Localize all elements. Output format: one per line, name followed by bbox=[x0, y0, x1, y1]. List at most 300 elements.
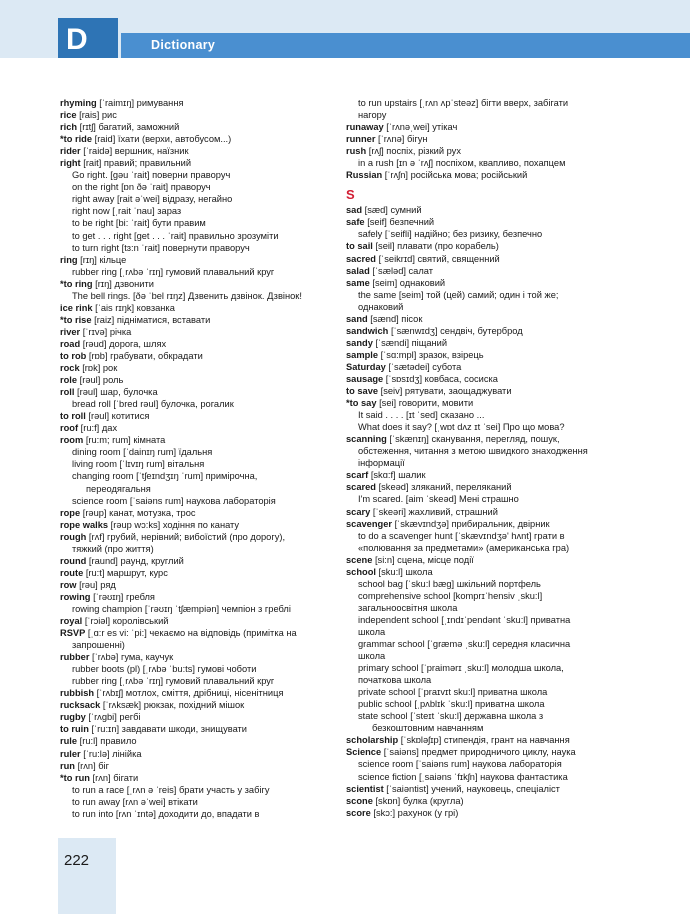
entry-definition: [ˈraidə] вершник, наїзник bbox=[80, 146, 189, 157]
dictionary-entry bbox=[346, 337, 616, 349]
entry-definition: public school [ˌpʌblɪk ˈsku:l] приватна школа bbox=[358, 699, 545, 710]
dictionary-entry bbox=[346, 313, 616, 325]
entry-headword: sacred bbox=[346, 253, 376, 264]
entry-definition: to get . . . right [get . . . ˈrait] правильно зрозуміти bbox=[72, 230, 279, 241]
dictionary-entry bbox=[60, 603, 330, 615]
dictionary-entry bbox=[60, 675, 330, 687]
entry-headword: scanning bbox=[346, 434, 387, 445]
entry-headword: Science bbox=[346, 747, 382, 758]
entry-headword: scone bbox=[346, 795, 373, 806]
entry-definition: right now [ˌrait ˈnau] зараз bbox=[72, 206, 182, 217]
entry-definition: [skeəd] зляканий, переляканий bbox=[375, 482, 512, 493]
entry-headword: royal bbox=[60, 616, 83, 627]
entry-definition: [ˈrʌnə] бігун bbox=[375, 134, 428, 145]
entry-definition: to do a scavenger hunt [ˈskævɪndʒə' hʌnt] грати в bbox=[358, 530, 565, 541]
entry-definition: [seim] однаковий bbox=[369, 277, 446, 288]
entry-definition: «полювання за предметами» (американська гра) bbox=[358, 542, 570, 553]
entry-headword: river bbox=[60, 326, 81, 337]
entry-definition: I'm scared. [aim ˈskeəd] Мені страшно bbox=[358, 494, 519, 505]
dictionary-entry bbox=[60, 651, 330, 663]
dictionary-entry bbox=[60, 531, 330, 543]
entry-definition: [ˌɑ:r es vi: ˈpi:] чекаємо на відповідь (примітка на bbox=[85, 628, 297, 639]
entry-headword: rope bbox=[60, 507, 81, 518]
dictionary-entry bbox=[346, 216, 616, 228]
dictionary-entry bbox=[60, 145, 330, 157]
entry-headword: roof bbox=[60, 423, 79, 434]
dictionary-entry bbox=[346, 578, 616, 590]
dictionary-entry bbox=[60, 398, 330, 410]
entry-headword: same bbox=[346, 277, 370, 288]
entry-definition: The bell rings. [ðə ˈbel rɪŋz] Дзвенить дзвінок. Дзвінок! bbox=[72, 290, 302, 301]
entry-definition: [seil] плавати (про корабель) bbox=[372, 241, 499, 252]
entry-definition: [ˈsænwɪdʒ] сендвіч, бутерброд bbox=[388, 325, 523, 336]
entry-headword: round bbox=[60, 555, 87, 566]
entry-definition: rowing champion [ˈrəʊɪŋ ˈtʃæmpiən] чемпіон з греблі bbox=[72, 603, 291, 614]
entry-definition: інформації bbox=[358, 458, 405, 469]
entry-definition: private school [ˈpraɪvɪt sku:l] приватна школа bbox=[358, 687, 548, 698]
entry-definition: безкоштовним навчанням bbox=[372, 723, 484, 734]
entry-headword: *to ring bbox=[60, 278, 93, 289]
dictionary-entry bbox=[60, 748, 330, 760]
entry-definition: [ˈrʌbə] гума, каучук bbox=[89, 652, 174, 663]
entry-definition: [ˈskævɪndʒə] прибиральник, двірник bbox=[392, 518, 550, 529]
entry-headword: ring bbox=[60, 254, 78, 265]
entry-definition: [rait] правий; правильний bbox=[80, 158, 192, 169]
dictionary-entry bbox=[346, 97, 616, 109]
dictionary-entries-s bbox=[346, 204, 616, 818]
entry-headword: school bbox=[346, 566, 376, 577]
dictionary-entry bbox=[60, 711, 330, 723]
dictionary-entry bbox=[346, 289, 616, 301]
entry-definition: [ru:t] маршрут, курс bbox=[83, 567, 168, 578]
entry-definition: [ˈsæləd] салат bbox=[369, 265, 433, 276]
entry-headword: rough bbox=[60, 531, 87, 542]
dictionary-entry bbox=[346, 674, 616, 686]
entry-definition: [ˈskɒləʃɪp] стипендія, грант на навчання bbox=[398, 735, 570, 746]
dictionary-entry bbox=[346, 638, 616, 650]
dictionary-entry bbox=[346, 240, 616, 252]
dictionary-entry bbox=[60, 205, 330, 217]
dictionary-entry bbox=[60, 687, 330, 699]
entry-headword: *to run bbox=[60, 772, 90, 783]
entry-headword: to rob bbox=[60, 350, 87, 361]
entry-headword: scientist bbox=[346, 783, 384, 794]
entry-definition: comprehensive school [komprɪˈhensiv ˌsku:l] bbox=[358, 590, 543, 601]
entry-headword: rush bbox=[346, 146, 367, 157]
entry-definition: [ˈrʌksæk] рюкзак, похідний мішок bbox=[100, 700, 245, 711]
entry-headword: rhyming bbox=[60, 98, 97, 108]
entry-definition: on the right [ɒn ðə ˈrait] праворуч bbox=[72, 182, 211, 193]
entry-headword: to roll bbox=[60, 411, 86, 422]
entry-headword: sand bbox=[346, 313, 368, 324]
entry-definition: однаковий bbox=[358, 301, 404, 312]
entry-definition: Go right. [gəu ˈrait] поверни праворуч bbox=[72, 170, 231, 181]
entry-headword: rugby bbox=[60, 712, 86, 723]
entry-definition: [rɒk] рок bbox=[79, 363, 118, 374]
dictionary-entry bbox=[60, 735, 330, 747]
entry-definition: [seiv] рятувати, заощаджувати bbox=[378, 386, 512, 397]
dictionary-entry bbox=[346, 530, 616, 542]
dictionary-entry bbox=[60, 519, 330, 531]
entry-definition: right away [rait əˈwei] відразу, негайно bbox=[72, 194, 233, 205]
entry-headword: rucksack bbox=[60, 700, 101, 711]
entry-definition: living room [ˈlɪvɪŋ rum] вітальня bbox=[72, 459, 205, 470]
entry-headword: rich bbox=[60, 122, 78, 133]
dictionary-entry bbox=[60, 772, 330, 784]
entry-definition: [sæd] сумний bbox=[362, 205, 422, 216]
entry-definition: [rɒb] грабувати, обкрадати bbox=[86, 350, 203, 361]
entry-headword: sausage bbox=[346, 373, 384, 384]
entry-headword: runaway bbox=[346, 122, 384, 133]
dictionary-entry bbox=[60, 470, 330, 482]
dictionary-entry bbox=[60, 181, 330, 193]
entry-definition: [ˈrɔiəl] королівський bbox=[82, 616, 169, 627]
dictionary-entry bbox=[60, 591, 330, 603]
entry-headword: rubber bbox=[60, 652, 90, 663]
entry-definition: [sænd] пісок bbox=[367, 313, 423, 324]
entry-headword: run bbox=[60, 760, 75, 771]
entry-definition: [rəul] шар, булочка bbox=[74, 387, 158, 398]
entry-definition: [rɪtʃ] багатий, заможний bbox=[77, 122, 180, 133]
entry-headword: row bbox=[60, 579, 77, 590]
entry-definition: the same [seim] той (цей) самий; один і той же; bbox=[358, 289, 559, 300]
dictionary-entry bbox=[346, 746, 616, 758]
entry-headword: scholarship bbox=[346, 735, 399, 746]
dictionary-entry bbox=[346, 807, 616, 819]
dictionary-entry bbox=[346, 590, 616, 602]
entry-definition: нагору bbox=[358, 110, 387, 121]
dictionary-entry bbox=[60, 362, 330, 374]
dictionary-entry bbox=[60, 579, 330, 591]
entry-headword: *to say bbox=[346, 398, 377, 409]
entry-headword: Russian bbox=[346, 170, 383, 181]
dictionary-entry bbox=[346, 469, 616, 481]
entry-definition: [rʌʃ] поспіх, різкий рух bbox=[366, 146, 461, 157]
dictionary-entry bbox=[60, 338, 330, 350]
entry-definition: [ˈskænɪŋ] сканування, перегляд, пошук, bbox=[386, 434, 560, 445]
dictionary-entry bbox=[60, 495, 330, 507]
dictionary-entry bbox=[60, 242, 330, 254]
entry-headword: rubbish bbox=[60, 688, 95, 699]
dictionary-entry bbox=[60, 507, 330, 519]
entry-definition: It said . . . . [ɪt ˈsed] сказано ... bbox=[358, 410, 485, 421]
entry-headword: sad bbox=[346, 205, 363, 216]
entry-definition: to turn right [tɜ:n ˈrait] повернути праворуч bbox=[72, 242, 250, 253]
dictionary-entry bbox=[60, 410, 330, 422]
dictionary-entry bbox=[346, 228, 616, 240]
dictionary-entry bbox=[346, 157, 616, 169]
entry-headword: scarf bbox=[346, 470, 369, 481]
chapter-letter: D bbox=[58, 18, 118, 58]
entry-headword: rope walks bbox=[60, 519, 109, 530]
dictionary-entry bbox=[346, 301, 616, 313]
dictionary-entry bbox=[60, 615, 330, 627]
dictionary-entry bbox=[346, 542, 616, 554]
dictionary-entry bbox=[346, 373, 616, 385]
dictionary-entry bbox=[60, 458, 330, 470]
dictionary-entry bbox=[60, 796, 330, 808]
dictionary-entry bbox=[346, 506, 616, 518]
entry-definition: [ˈrʌnəˌwei] утікач bbox=[383, 122, 458, 133]
entry-definition: обстеження, читання з метою швидкого знаходження bbox=[358, 446, 588, 457]
entry-definition: [rəul] котитися bbox=[85, 411, 150, 422]
entry-definition: [rəud] дорога, шлях bbox=[80, 338, 167, 349]
dictionary-entry bbox=[346, 325, 616, 337]
entry-headword: sandwich bbox=[346, 325, 389, 336]
entry-headword: Saturday bbox=[346, 361, 386, 372]
entry-definition: школа bbox=[358, 626, 386, 637]
entry-definition: [rɪŋ] дзвонити bbox=[92, 278, 154, 289]
entry-headword: ice rink bbox=[60, 302, 93, 313]
entry-definition: [rəu] ряд bbox=[76, 579, 116, 590]
entry-definition: What does it say? [ˌwɒt dʌz ɪt ˈsei] Про що мова? bbox=[358, 422, 565, 433]
entry-definition: загальноосвітня школа bbox=[358, 602, 458, 613]
dictionary-entry bbox=[346, 421, 616, 433]
entry-headword: salad bbox=[346, 265, 370, 276]
dictionary-entry bbox=[346, 109, 616, 121]
entry-headword: room bbox=[60, 435, 84, 446]
section-letter-s: S bbox=[346, 187, 355, 203]
entry-headword: RSVP bbox=[60, 628, 86, 639]
entry-definition: [ˈrəʊɪŋ] гребля bbox=[90, 591, 155, 602]
dictionary-entry bbox=[60, 808, 330, 820]
dictionary-entry bbox=[346, 481, 616, 493]
entry-definition: grammar school [ˈgræmə ˌsku:l] середня класична bbox=[358, 639, 571, 650]
dictionary-entry bbox=[346, 795, 616, 807]
entry-definition: rubber ring [ˌrʌbə ˈrɪŋ] гумовий плавальний круг bbox=[72, 676, 275, 687]
entry-definition: [ˈais rɪŋk] ковзанка bbox=[92, 302, 175, 313]
dictionary-entry bbox=[60, 350, 330, 362]
dictionary-entry bbox=[346, 133, 616, 145]
entry-headword: scene bbox=[346, 554, 373, 565]
entry-definition: [rʌf] грубий, нерівний; вибоїстий (про дорогу), bbox=[86, 531, 286, 542]
entry-definition: [ˈskeəri] жахливий, страшний bbox=[370, 506, 498, 517]
entry-definition: changing room [ˈtʃeɪndʒɪŋ ˈrum] примірочна, bbox=[72, 471, 258, 482]
dictionary-entry bbox=[346, 204, 616, 216]
dictionary-entry bbox=[346, 734, 616, 746]
entry-headword: road bbox=[60, 338, 81, 349]
dictionary-entry bbox=[346, 566, 616, 578]
dictionary-entry bbox=[60, 784, 330, 796]
dictionary-entry bbox=[346, 758, 616, 770]
entry-definition: [ˈrɪvə] річка bbox=[80, 326, 132, 337]
dictionary-entry bbox=[346, 265, 616, 277]
dictionary-column-right bbox=[346, 97, 616, 819]
dictionary-entry bbox=[346, 783, 616, 795]
dictionary-entry bbox=[60, 109, 330, 121]
entry-definition: [rəul] роль bbox=[77, 375, 124, 386]
entry-definition: [ˈrʌʃn] російська мова; російський bbox=[382, 170, 528, 181]
entry-headword: rowing bbox=[60, 591, 91, 602]
entry-definition: [raid] їхати (верхи, автобусом...) bbox=[92, 134, 232, 145]
entry-definition: dining room [ˈdainɪŋ rum] їдальня bbox=[72, 447, 213, 458]
entry-headword: role bbox=[60, 375, 78, 386]
dictionary-column-left bbox=[60, 97, 330, 820]
page-number-tab bbox=[58, 838, 116, 914]
entry-definition: state school [ˈsteɪt ˈsku:l] державна школа з bbox=[358, 711, 544, 722]
entry-definition: [rʌn] біг bbox=[74, 760, 110, 771]
entry-definition: science room [ˈsaiəns rum] наукова лабораторія bbox=[72, 495, 276, 506]
dictionary-entry bbox=[60, 97, 330, 109]
dictionary-entry bbox=[346, 397, 616, 409]
dictionary-entry bbox=[346, 145, 616, 157]
entry-headword: scavenger bbox=[346, 518, 392, 529]
dictionary-entry bbox=[60, 422, 330, 434]
dictionary-entry bbox=[346, 253, 616, 265]
entry-definition: [ˈsaiəntist] учений, науковець, спеціаліст bbox=[383, 783, 560, 794]
entry-headword: scared bbox=[346, 482, 376, 493]
dictionary-entry bbox=[60, 326, 330, 338]
dictionary-entry bbox=[346, 710, 616, 722]
entry-definition: [ˈrʌbɪʃ] мотлох, сміття, дрібниці, нісенітниця bbox=[94, 688, 284, 699]
dictionary-entry bbox=[60, 555, 330, 567]
dictionary-entry bbox=[346, 121, 616, 133]
entry-definition: [ˈsɒsɪdʒ] ковбаса, сосиска bbox=[383, 373, 498, 384]
dictionary-entry bbox=[60, 266, 330, 278]
dictionary-entry bbox=[60, 627, 330, 639]
entry-definition: [ˈsaiəns] предмет природничого циклу, наука bbox=[381, 747, 576, 758]
dictionary-entry bbox=[60, 760, 330, 772]
entry-headword: rider bbox=[60, 146, 81, 157]
dictionary-entry bbox=[60, 314, 330, 326]
page-number: 222 bbox=[64, 852, 90, 869]
entry-headword: route bbox=[60, 567, 84, 578]
entry-headword: *to rise bbox=[60, 314, 92, 325]
dictionary-entry bbox=[346, 722, 616, 734]
dictionary-entry bbox=[60, 121, 330, 133]
entry-definition: independent school [ˌɪndɪˈpendənt ˈsku:l] приватна bbox=[358, 614, 571, 625]
dictionary-entry bbox=[60, 278, 330, 290]
entry-definition: [ˈrʌgbi] регбі bbox=[85, 712, 141, 723]
entry-definition: [ˈsætədei] субота bbox=[385, 361, 462, 372]
dictionary-entry bbox=[346, 614, 616, 626]
dictionary-entry bbox=[60, 290, 330, 302]
entry-definition: [sei] говорити, мовити bbox=[376, 398, 474, 409]
entry-definition: bread roll [ˈbred rəul] булочка, рогалик bbox=[72, 399, 234, 410]
entry-headword: runner bbox=[346, 134, 376, 145]
entry-definition: [ˈru:ɪn] завдавати шкоди, знищувати bbox=[88, 724, 248, 735]
entry-definition: to run away [rʌn əˈwei] втікати bbox=[72, 796, 198, 807]
dictionary-entry bbox=[346, 277, 616, 289]
entry-definition: [ru:m; rum] кімната bbox=[83, 435, 166, 446]
entry-definition: rubber ring [ˌrʌbə ˈrɪŋ] гумовий плавальний круг bbox=[72, 266, 275, 277]
entry-definition: [seif] безпечний bbox=[364, 217, 435, 228]
entry-headword: to ruin bbox=[60, 724, 89, 735]
entry-definition: [skɒn] булка (кругла) bbox=[372, 795, 464, 806]
entry-headword: sample bbox=[346, 349, 379, 360]
entry-definition: [sku:l] школа bbox=[375, 566, 433, 577]
dictionary-entry bbox=[346, 169, 616, 181]
dictionary-entry bbox=[346, 698, 616, 710]
entry-headword: roll bbox=[60, 387, 75, 398]
dictionary-entry bbox=[346, 650, 616, 662]
dictionary-entry bbox=[60, 169, 330, 181]
entry-definition: [rəup wɔ:ks] ходіння по канату bbox=[108, 519, 240, 530]
header-title-bar bbox=[121, 33, 690, 58]
dictionary-entry bbox=[60, 639, 330, 651]
section-title: Dictionary bbox=[151, 38, 216, 52]
dictionary-entry bbox=[60, 133, 330, 145]
dictionary-entry bbox=[60, 543, 330, 555]
dictionary-entry bbox=[60, 483, 330, 495]
entry-definition: [skɑ:f] шалик bbox=[368, 470, 426, 481]
entry-headword: rock bbox=[60, 363, 80, 374]
dictionary-entry bbox=[60, 230, 330, 242]
dictionary-entry bbox=[346, 349, 616, 361]
dictionary-entry bbox=[346, 602, 616, 614]
dictionary-entry bbox=[346, 686, 616, 698]
entry-definition: science room [ˈsaiəns rum] наукова лабораторія bbox=[358, 759, 562, 770]
entry-definition: school bag [ˈsku:l bæg] шкільний портфель bbox=[358, 578, 541, 589]
entry-definition: to run upstairs [ˌrʌn ʌpˈsteəz] бігти вверх, забігати bbox=[358, 98, 569, 108]
entry-definition: [ˈsɑ:mpl] зразок, взірець bbox=[378, 349, 484, 360]
dictionary-entry bbox=[60, 446, 330, 458]
entry-definition: to run a race [ˌrʌn ə ˈreis] брати участь у забігу bbox=[72, 784, 270, 795]
entry-headword: to save bbox=[346, 386, 379, 397]
dictionary-entry bbox=[60, 157, 330, 169]
entry-headword: rice bbox=[60, 110, 77, 121]
entry-headword: right bbox=[60, 158, 81, 169]
dictionary-entry bbox=[60, 434, 330, 446]
entry-definition: [rʌn] бігати bbox=[89, 772, 139, 783]
entry-definition: тяжкий (про життя) bbox=[72, 543, 154, 554]
entry-headword: scary bbox=[346, 506, 371, 517]
dictionary-entry bbox=[346, 771, 616, 783]
entry-headword: rule bbox=[60, 736, 78, 747]
entry-definition: початкова школа bbox=[358, 675, 432, 686]
entry-headword: sandy bbox=[346, 337, 373, 348]
dictionary-entry bbox=[346, 493, 616, 505]
entry-definition: [ru:f] дах bbox=[78, 423, 118, 434]
entry-definition: [raiz] підніматися, вставати bbox=[91, 314, 211, 325]
entry-headword: safe bbox=[346, 217, 365, 228]
entry-headword: ruler bbox=[60, 748, 81, 759]
entry-headword: score bbox=[346, 807, 371, 818]
entry-definition: школа bbox=[358, 651, 386, 662]
dictionary-entry bbox=[60, 217, 330, 229]
entry-definition: [rɪŋ] кільце bbox=[77, 254, 127, 265]
entry-headword: to sail bbox=[346, 241, 373, 252]
dictionary-entry bbox=[60, 723, 330, 735]
dictionary-entry bbox=[60, 374, 330, 386]
dictionary-entry bbox=[60, 663, 330, 675]
dictionary-entries-r-continued bbox=[346, 97, 616, 181]
dictionary-entry bbox=[60, 699, 330, 711]
dictionary-entry bbox=[346, 554, 616, 566]
entry-definition: [ˈru:lə] лінійка bbox=[80, 748, 142, 759]
entry-definition: safely [ˈseifli] надійно; без ризику, безпечно bbox=[358, 229, 543, 240]
dictionary-entry bbox=[346, 518, 616, 530]
entry-definition: [ˈsændi] піщаний bbox=[372, 337, 448, 348]
dictionary-entry bbox=[60, 567, 330, 579]
dictionary-entry bbox=[60, 254, 330, 266]
entry-definition: [skɔ:] рахунок (у грі) bbox=[370, 807, 459, 818]
entry-definition: in a rush [ɪn ə ˈrʌʃ] поспіхом, квапливо, похапцем bbox=[358, 158, 566, 169]
entry-definition: [ru:l] правило bbox=[77, 736, 137, 747]
entry-definition: to be right [bi: ˈrait] бути правим bbox=[72, 218, 206, 229]
entry-definition: переодягальня bbox=[86, 483, 151, 494]
dictionary-entry bbox=[346, 626, 616, 638]
entry-definition: [rəup] канат, мотузка, трос bbox=[80, 507, 196, 518]
dictionary-entry bbox=[346, 662, 616, 674]
entry-definition: primary school [ˈpraimərɪ ˌsku:l] молодша школа, bbox=[358, 663, 564, 674]
dictionary-entry bbox=[60, 386, 330, 398]
entry-definition: rubber boots (pl) [ˌrʌbə ˈbu:ts] гумові чоботи bbox=[72, 664, 257, 675]
entry-definition: science fiction [ˌsaiəns ˈfɪkʃn] наукова фантастика bbox=[358, 771, 568, 782]
entry-definition: [ˈraimɪŋ] римування bbox=[96, 98, 184, 108]
dictionary-entry bbox=[346, 361, 616, 373]
entry-definition: [si:n] сцена, місце події bbox=[372, 554, 474, 565]
